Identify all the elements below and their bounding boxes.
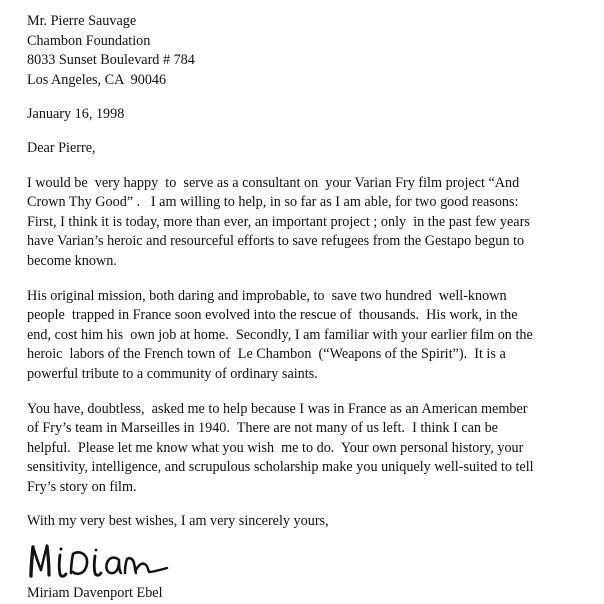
paragraph-1-line-2: Crown Thy Good” . I am willing to help, in so far as I am able, for two good reasons: bbox=[27, 194, 519, 211]
paragraph-3-line-3: helpful. Please let me know what you wish me to do. Your own personal history, your bbox=[27, 439, 524, 456]
spacer-before-paragraph-1 bbox=[27, 159, 578, 174]
signed-name: Miriam Davenport Ebel bbox=[27, 585, 163, 602]
paragraph-1-line-1: I would be very happy to serve as a consultant on your Varian Fry film project “And bbox=[27, 174, 520, 191]
paragraph-2-line-3: end, cost him his own job at home. Secondly, I am familiar with your earlier film on the bbox=[27, 326, 533, 343]
paragraph-2 bbox=[27, 287, 578, 385]
paragraph-1-line-3: First, I think it is today, more than ever, an important project ; only in the past few years bbox=[27, 213, 530, 230]
paragraph-3-line-5: Fry’s story on film. bbox=[27, 478, 137, 495]
paragraph-2-line-2: people trapped in France soon evolved into the rescue of thousands. His work, in the bbox=[27, 307, 518, 324]
address-line-city-state-zip: Los Angeles, CA 90046 bbox=[27, 71, 167, 88]
spacer-before-paragraph-2 bbox=[27, 272, 578, 287]
handwritten-signature bbox=[27, 539, 207, 583]
letter-date: January 16, 1998 bbox=[27, 106, 125, 123]
paragraph-3-line-1: You have, doubtless, asked me to help because I was in France as an American member bbox=[27, 400, 528, 417]
paragraph-1-line-4: have Varian’s heroic and resourceful efforts to save refugees from the Gestapo begun to bbox=[27, 233, 525, 250]
recipient-address-block bbox=[27, 12, 578, 90]
closing-line: With my very best wishes, I am very sincerely yours, bbox=[27, 513, 329, 530]
paragraph-1 bbox=[27, 174, 578, 272]
spacer-before-salutation bbox=[27, 125, 578, 139]
address-line-organization: Chambon Foundation bbox=[27, 32, 151, 49]
paragraph-3 bbox=[27, 400, 578, 498]
spacer-before-date bbox=[27, 90, 578, 105]
paragraph-1-line-5: become known. bbox=[27, 252, 117, 269]
salutation: Dear Pierre, bbox=[27, 139, 96, 156]
address-line-street: 8033 Sunset Boulevard # 784 bbox=[27, 52, 195, 69]
paragraph-2-line-4: heroic labors of the French town of Le Chambon (“Weapons of the Spirit”). It is a bbox=[27, 346, 506, 363]
paragraph-2-line-1: His original mission, both daring and improbable, to save two hundred well-known bbox=[27, 287, 507, 304]
paragraph-2-line-5: powerful tribute to a community of ordinary saints. bbox=[27, 365, 318, 382]
paragraph-3-line-4: sensitivity, intelligence, and scrupulous scholarship make you uniquely well-suited to tell bbox=[27, 459, 534, 476]
letter-body bbox=[27, 12, 578, 604]
address-line-name: Mr. Pierre Sauvage bbox=[27, 13, 137, 29]
paragraph-3-line-2: of Fry’s team in Marseilles in 1940. There are not many of us left. I think I can be bbox=[27, 420, 498, 437]
spacer-before-paragraph-3 bbox=[27, 385, 578, 400]
